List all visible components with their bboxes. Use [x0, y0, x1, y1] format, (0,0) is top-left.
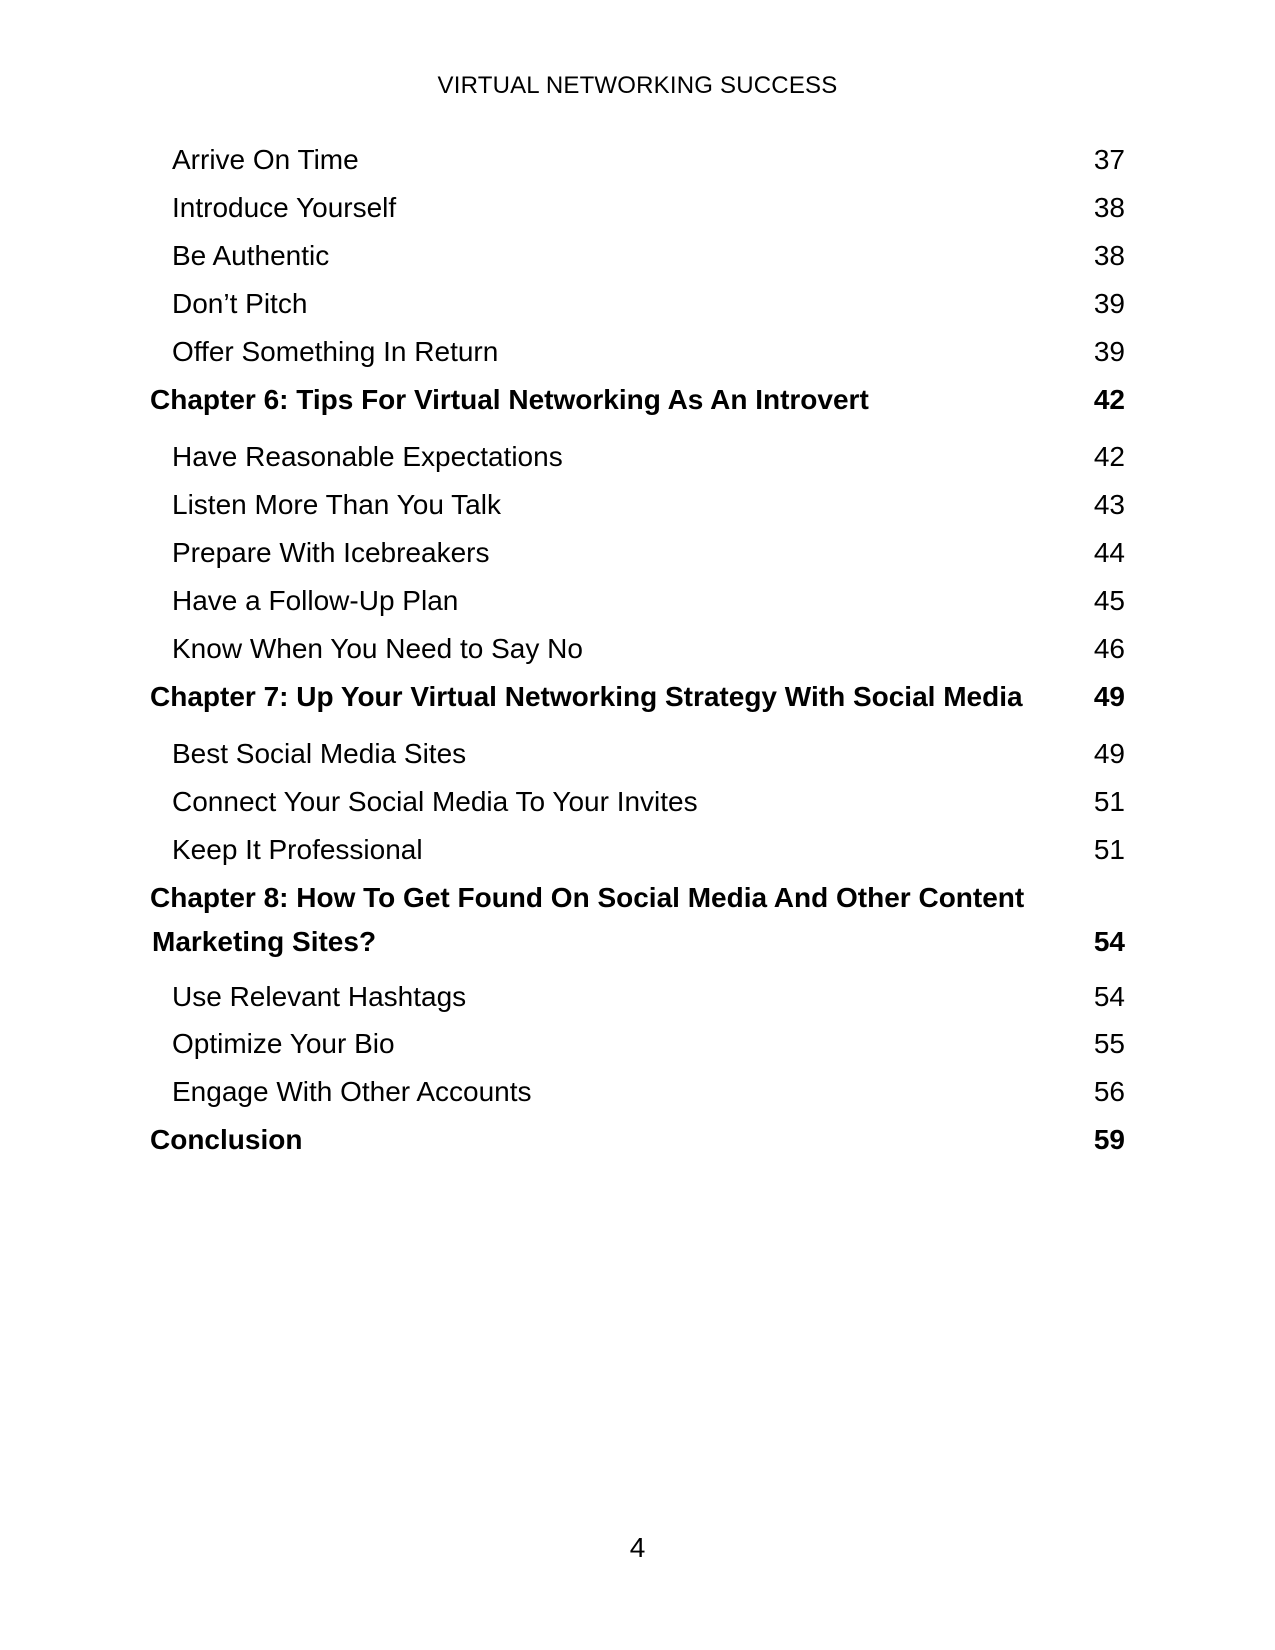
toc-entry-page: 45	[1093, 585, 1125, 616]
toc-entry-title: Listen More Than You Talk	[172, 489, 501, 520]
toc-chapter-title: Conclusion	[150, 1124, 303, 1155]
toc-chapter-page: 59	[1093, 1124, 1125, 1155]
toc-entry-page: 38	[1093, 192, 1125, 223]
toc-entry-page: 39	[1093, 288, 1125, 319]
toc-entry-title: Connect Your Social Media To Your Invites	[172, 786, 698, 817]
toc-entry-page: 55	[1093, 1028, 1125, 1059]
toc-entry-title: Prepare With Icebreakers	[172, 537, 490, 568]
toc-chapter-title-continued: Marketing Sites?	[152, 926, 377, 957]
toc-entry-title: Optimize Your Bio	[172, 1028, 395, 1059]
toc-entry-page: 56	[1093, 1076, 1125, 1107]
toc-entry-title: Keep It Professional	[172, 834, 423, 865]
toc-entry-title: Introduce Yourself	[172, 192, 397, 223]
toc-chapter-title: Chapter 8: How To Get Found On Social Media And Other Content	[150, 882, 1025, 913]
toc-entry-title: Best Social Media Sites	[172, 738, 467, 769]
toc-chapter-title: Chapter 6: Tips For Virtual Networking As An Introvert	[150, 384, 869, 415]
toc-chapter-page: 54	[1093, 926, 1125, 957]
toc-chapter-page: 49	[1093, 681, 1125, 712]
running-header: VIRTUAL NETWORKING SUCCESS	[437, 72, 838, 99]
toc-chapter-page: 42	[1093, 384, 1125, 415]
toc-entry-page: 43	[1093, 489, 1125, 520]
toc-entry-title: Have a Follow-Up Plan	[172, 585, 459, 616]
toc-entry-title: Offer Something In Return	[172, 336, 499, 367]
toc-entry-title: Arrive On Time	[172, 144, 359, 175]
toc-chapter-title: Chapter 7: Up Your Virtual Networking Strategy With Social Media	[150, 681, 1023, 712]
toc-entry-page: 51	[1093, 786, 1125, 817]
toc-entry-page: 37	[1093, 144, 1125, 175]
toc-entry-page: 42	[1093, 441, 1125, 472]
toc-entry-page: 51	[1093, 834, 1125, 865]
toc-entry-page: 49	[1093, 738, 1125, 769]
toc-entry-page: 54	[1093, 981, 1125, 1012]
toc-entry-title: Have Reasonable Expectations	[172, 441, 563, 472]
toc-entry-title: Engage With Other Accounts	[172, 1076, 532, 1107]
toc-entry-title: Don’t Pitch	[172, 288, 308, 319]
page-number: 4	[629, 1532, 646, 1563]
toc-entry-page: 46	[1093, 633, 1125, 664]
toc-entry-title: Know When You Need to Say No	[172, 633, 583, 664]
toc-entry-title: Be Authentic	[172, 240, 330, 271]
toc-entry-page: 39	[1093, 336, 1125, 367]
toc-entry-page: 38	[1093, 240, 1125, 271]
toc-entry-title: Use Relevant Hashtags	[172, 981, 467, 1012]
toc-entry-page: 44	[1093, 537, 1125, 568]
